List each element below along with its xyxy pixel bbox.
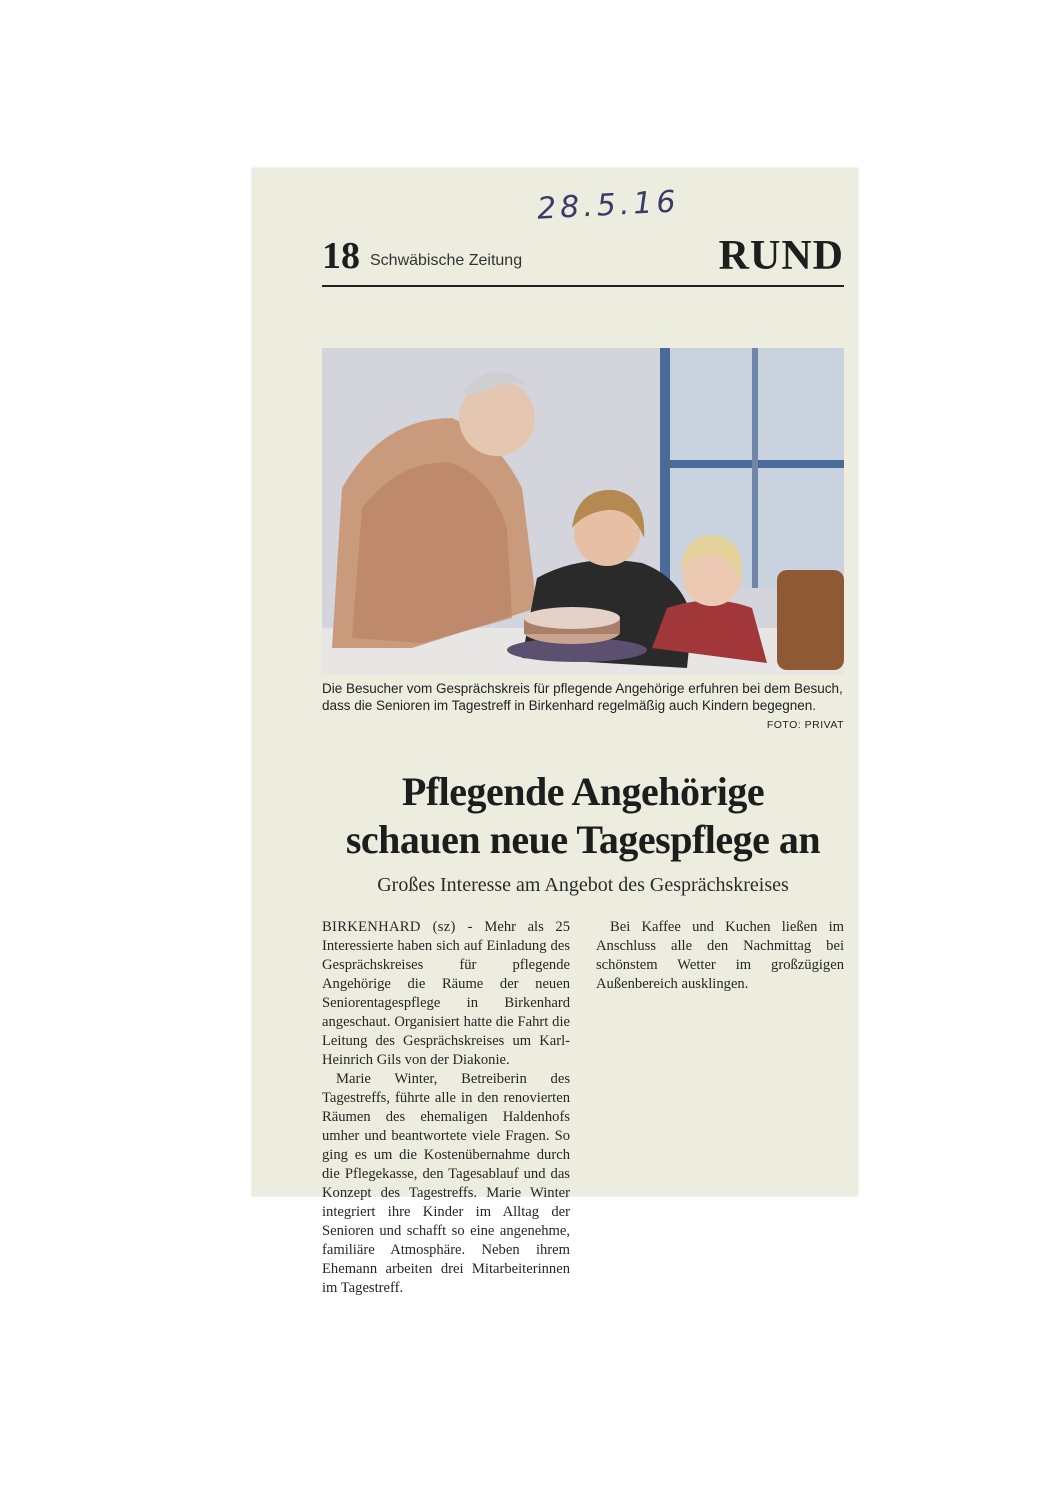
paragraph-1-text: Mehr als 25 Interessierte haben sich auf Einladung des Gesprächskreises für pflegende Angehörige die Räume der neuen Seniorentagespflege in Birkenhard angeschaut. Organisiert hatte die Fahrt die Leitung des Gesprächskreises um Karl-Heinrich Gils von der Diakonie.	[322, 919, 570, 1068]
page-number: 18	[322, 235, 360, 277]
dateline: BIRKENHARD (sz) -	[322, 919, 473, 935]
page-header	[322, 230, 844, 286]
photo-credit: FOTO: PRIVAT	[766, 719, 844, 731]
headline-line-2: schauen neue Tagespflege an	[345, 817, 821, 862]
headline-line-1: Pflegende Angehörige	[401, 769, 765, 814]
paragraph-2: Marie Winter, Betreiberin des Tagestreffs, führte alle in den renovierten Räumen des ehemaligen Haldenhofs umher und beantwortete viele Fragen. So ging es um die Kostenübernahme durch die Pflegekasse, den Tagesablauf und das Konzept des Tagestreffs. Marie Winter integriert ihre Kinder im Alltag der Senioren und schafft so eine angenehme, familiäre Atmosphäre. Neben ihrem Ehemann arbeiten drei Mitarbeiterinnen im Tagestreff.	[322, 1071, 570, 1296]
photo-caption	[322, 680, 844, 734]
article-photo	[322, 348, 844, 675]
section-label: RUND	[718, 233, 844, 279]
paragraph-1	[322, 918, 570, 1070]
newspaper-clipping	[252, 168, 858, 1296]
caption-text: Die Besucher vom Gesprächskreis für pflegende Angehörige erfuhren bei dem Besuch, dass die Senioren im Tagestreff in Birkenhard regelmäßig auch Kindern begegnen.	[322, 681, 843, 713]
article-subheadline: Großes Interesse am Angebot des Gesprächskreises	[377, 874, 789, 896]
publication-name: Schwäbische Zeitung	[370, 252, 523, 269]
photo-illustration	[322, 348, 844, 675]
article-column-right	[596, 918, 844, 994]
article-column-left	[322, 918, 570, 1296]
header-rule	[322, 285, 844, 287]
paragraph-3: Bei Kaffee und Kuchen ließen im Anschluss alle den Nachmittag bei schönstem Wetter im großzügigen Außenbereich ausklingen.	[596, 919, 844, 992]
article-headline	[322, 768, 844, 864]
handwritten-date: 28.5.16	[536, 184, 681, 227]
